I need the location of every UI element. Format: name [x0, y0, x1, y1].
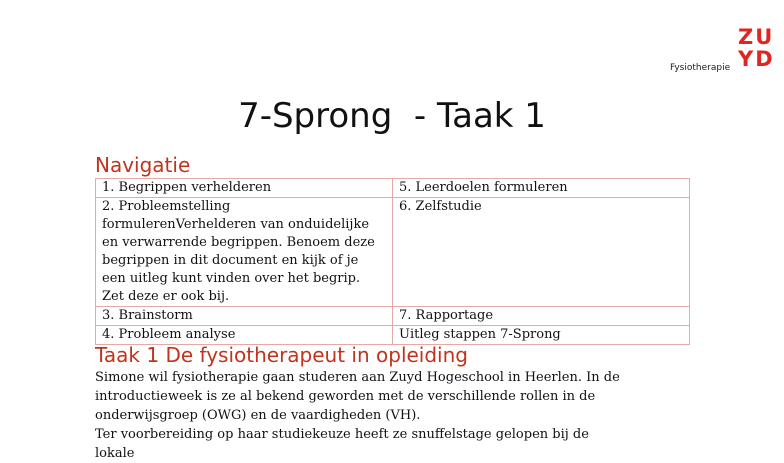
navigation-heading: Navigatie: [95, 153, 191, 177]
nav-cell-step-6[interactable]: 6. Zelfstudie: [393, 198, 690, 307]
logo-mark-line2: YD: [738, 47, 775, 71]
task-paragraph: Simone wil fysiotherapie gaan studeren aan Zuyd Hogeschool in Heerlen. In de introductieweek is ze al bekend geworden met de verschillende rollen in de onderwijsgroep (OWG) en de vaardigheden (VH).: [95, 370, 620, 423]
slide-title: 7-Sprong - Taak 1: [238, 96, 546, 136]
navigation-table: [95, 178, 690, 345]
nav-cell-step-3[interactable]: 3. Brainstorm: [96, 307, 393, 326]
table-row: [96, 326, 690, 345]
table-row: [96, 198, 690, 307]
nav-cell-step-7[interactable]: 7. Rapportage: [393, 307, 690, 326]
nav-cell-step-4[interactable]: 4. Probleem analyse: [96, 326, 393, 345]
task-body: [95, 368, 625, 463]
task-paragraph: Ter voorbereiding op haar studiekeuze heeft ze snuffelstage gelopen bij de lokale: [95, 427, 589, 461]
nav-cell-step-1[interactable]: 1. Begrippen verhelderen: [96, 179, 393, 198]
table-row: [96, 179, 690, 198]
zuyd-logo: [660, 18, 780, 78]
nav-cell-step-5[interactable]: 5. Leerdoelen formuleren: [393, 179, 690, 198]
nav-cell-uitleg[interactable]: Uitleg stappen 7-Sprong: [393, 326, 690, 345]
nav-cell-step-2[interactable]: 2. Probleemstelling formulerenVerhelderen van onduidelijke en verwarrende begrippen. Benoem deze begrippen in dit document en kijk of je een uitleg kunt vinden over het begrip. Zet deze er ook bij.: [96, 198, 393, 307]
task-heading: Taak 1 De fysiotherapeut in opleiding: [95, 343, 468, 367]
table-row: [96, 307, 690, 326]
logo-mark-line1: ZU: [738, 25, 775, 49]
logo-mark: [738, 26, 778, 70]
logo-subtitle: Fysiotherapie: [670, 63, 731, 73]
